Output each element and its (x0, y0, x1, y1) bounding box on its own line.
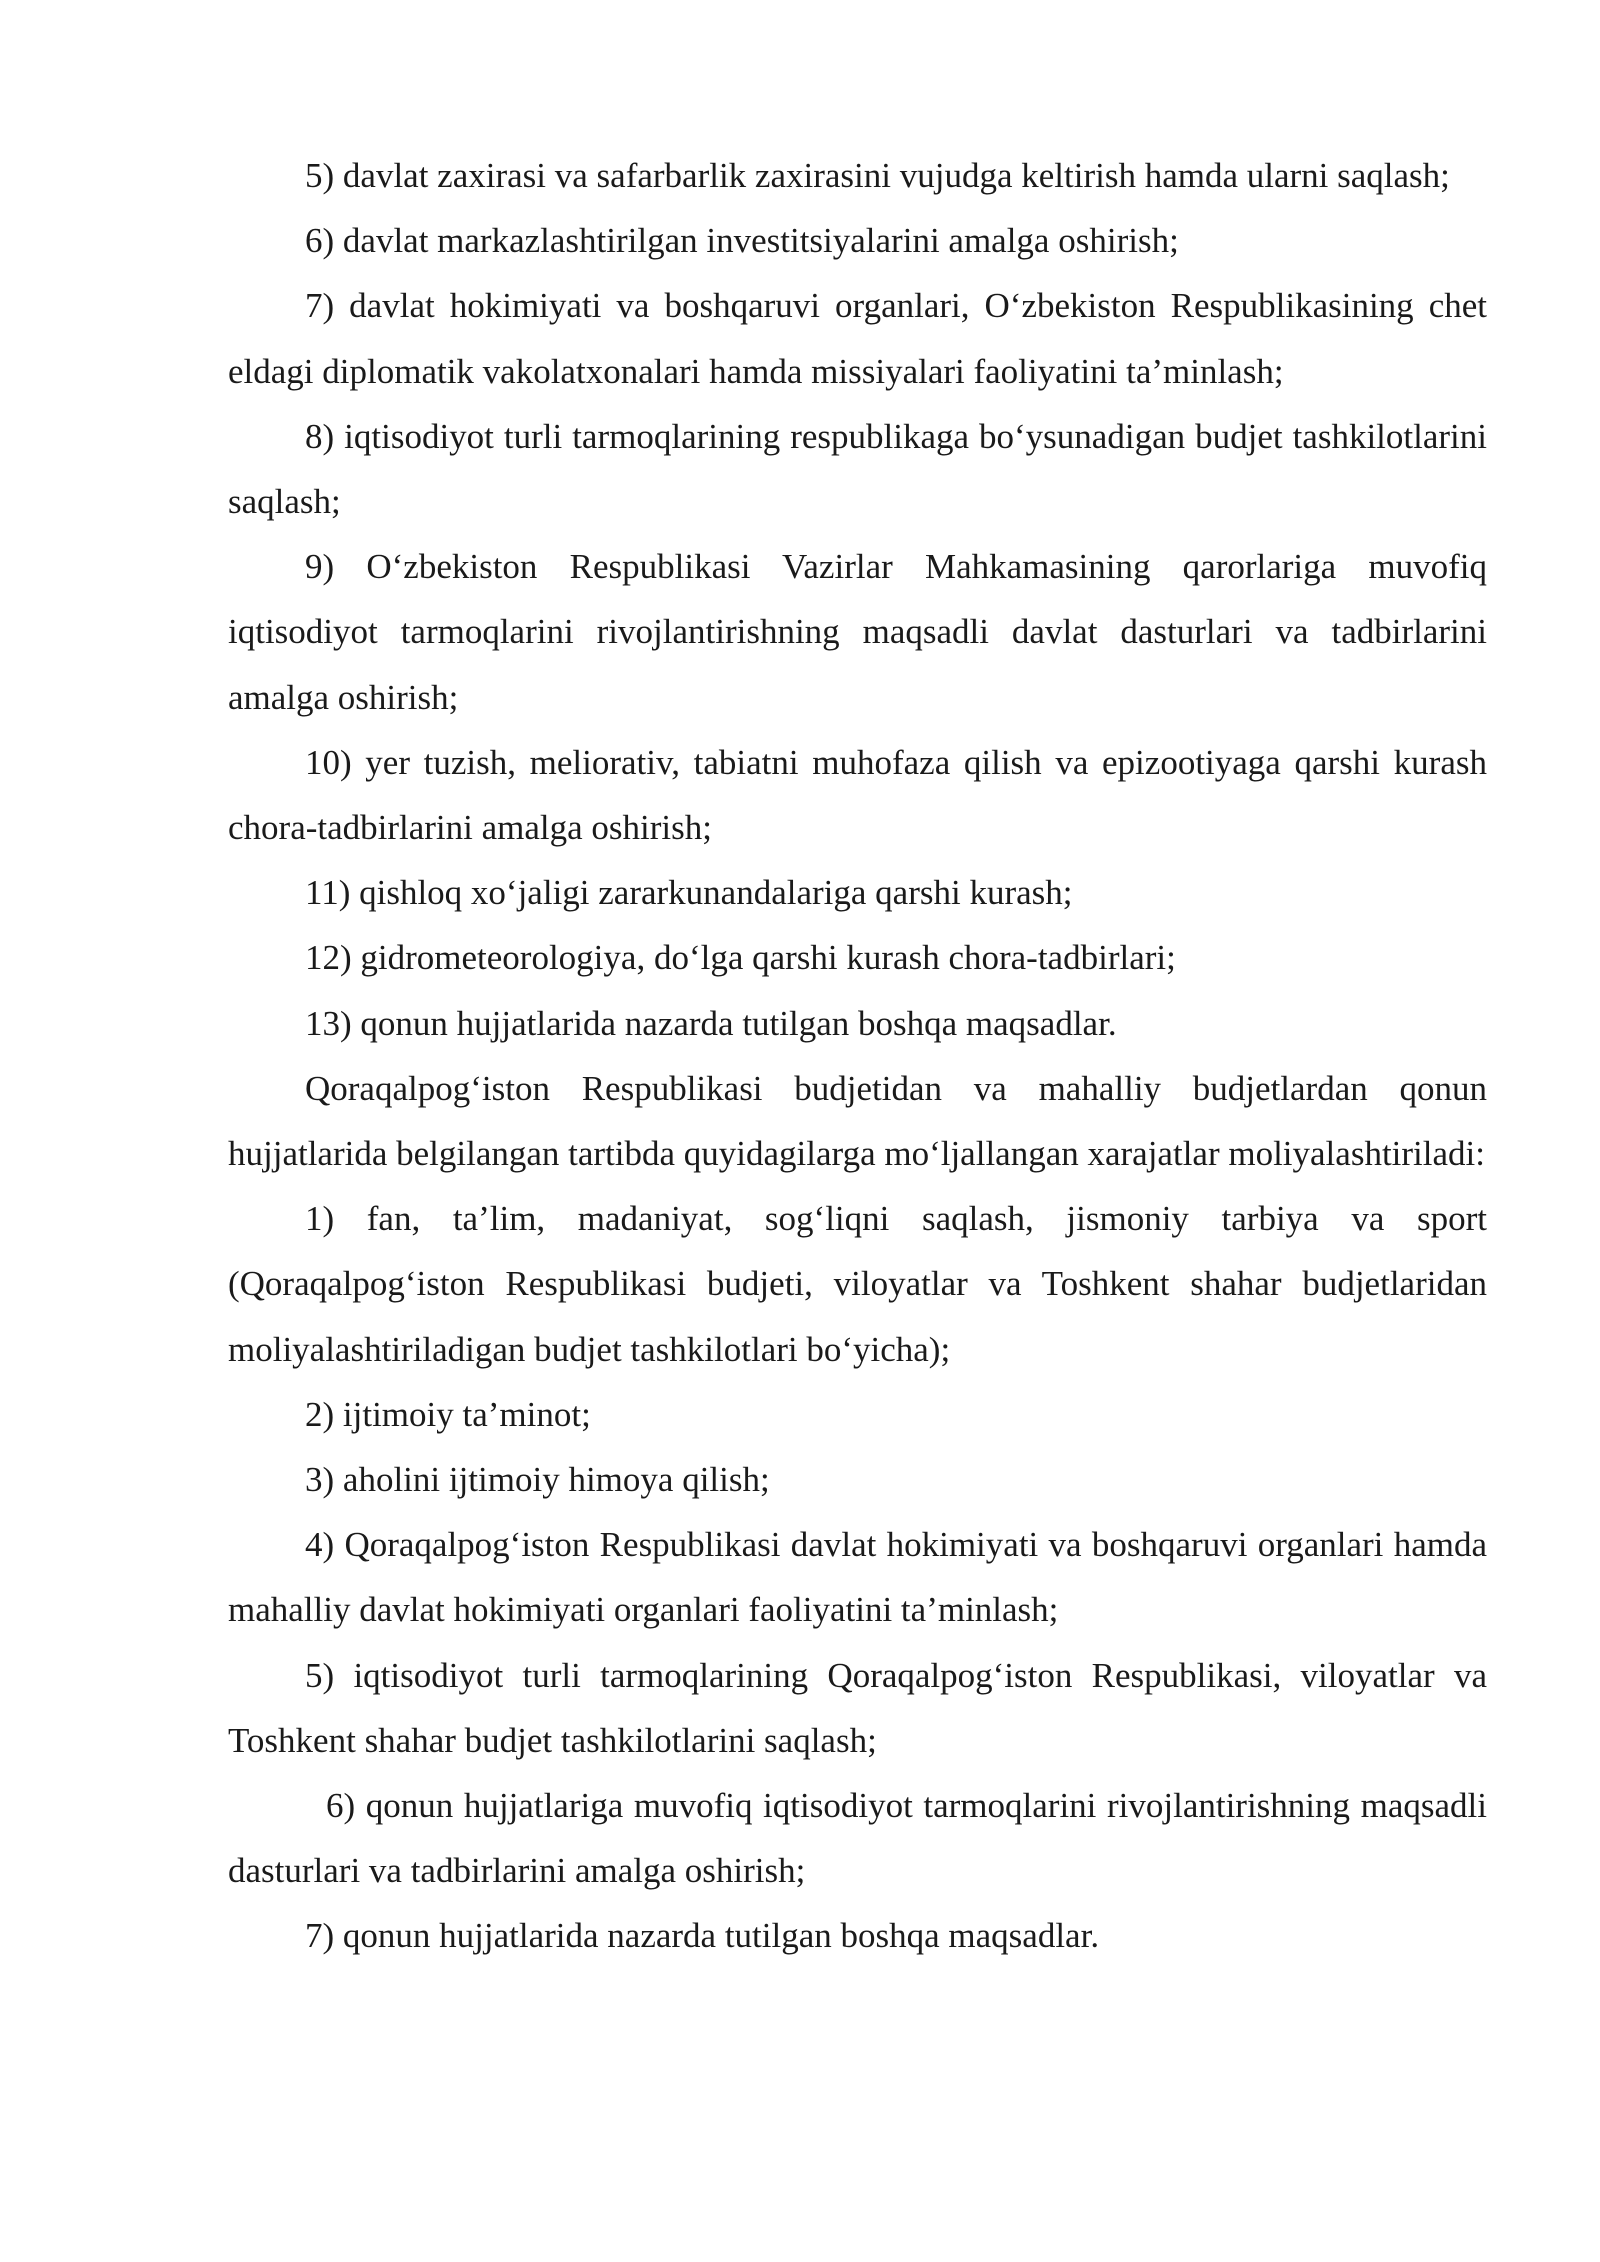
list-item-other-purposes: 13) qonun hujjatlarida nazarda tutilgan boshqa maqsadlar. (305, 1003, 1117, 1043)
list-item-government-bodies: 7) davlat hokimiyati va boshqaruvi organlari, O‘zbekiston Respublikasining chet eldagi diplomatik vakolatxonalari hamda missiyalari faoliyatini ta’minlash; (228, 286, 1487, 391)
list-item-hydrometeorology: 12) gidrometeorologiya, do‘lga qarshi kurash chora-tadbirlari; (305, 938, 1176, 978)
paragraph-local-budgets-intro: Qoraqalpog‘iston Respublikasi budjetidan va mahalliy budjetlardan qonun hujjatlarida belgilangan tartibda quyidagilarga mo‘ljallangan xarajatlar moliyalashtiriladi: (228, 1068, 1487, 1174)
document-page (228, 143, 1487, 1969)
list-item-budget-organizations: 8) iqtisodiyot turli tarmoqlarining respublikaga bo‘ysunadigan budjet tashkilotlarini saqlash; (228, 416, 1487, 522)
list-item-local-government-bodies: 4) Qoraqalpog‘iston Respublikasi davlat hokimiyati va boshqaruvi organlari hamda mahalliy davlat hokimiyati organlari faoliyatini ta’minlash; (228, 1525, 1487, 1630)
list-item-local-other-purposes: 7) qonun hujjatlarida nazarda tutilgan boshqa maqsadlar. (305, 1916, 1100, 1956)
list-item-local-programs: 6) qonun hujjatlariga muvofiq iqtisodiyot tarmoqlarini rivojlantirishning maqsadli dasturlari va tadbirlarini amalga oshirish; (228, 1786, 1487, 1891)
list-item-centralized-investments: 6) davlat markazlashtirilgan investitsiyalarini amalga oshirish; (305, 221, 1179, 261)
list-item-agricultural-pests: 11) qishloq xo‘jaligi zararkunandalariga qarshi kurash; (305, 873, 1073, 913)
list-item-social-protection: 3) aholini ijtimoiy himoya qilish; (305, 1460, 770, 1500)
list-item-science-education: 1) fan, ta’lim, madaniyat, sog‘liqni saqlash, jismoniy tarbiya va sport (Qoraqalpog‘iston Respublikasi budjeti, viloyatlar va Toshkent shahar budjetlaridan moliyalashtiriladigan budjet tashkilotlari bo‘yicha); (228, 1199, 1487, 1369)
list-item-state-reserves: 5) davlat zaxirasi va safarbarlik zaxirasini vujudga keltirish hamda ularni saqlash; (305, 156, 1450, 195)
list-item-local-budget-organizations: 5) iqtisodiyot turli tarmoqlarining Qoraqalpog‘iston Respublikasi, viloyatlar va Toshkent shahar budjet tashkilotlarini saqlash; (228, 1655, 1487, 1760)
list-item-state-programs: 9) O‘zbekiston Respublikasi Vazirlar Mahkamasining qarorlariga muvofiq iqtisodiyot tarmoqlarini rivojlantirishning maqsadli davlat dasturlari va tadbirlarini amalga oshirish; (228, 547, 1487, 717)
list-item-land-management: 10) yer tuzish, meliorativ, tabiatni muhofaza qilish va epizootiyaga qarshi kurash chora-tadbirlarini amalga oshirish; (228, 742, 1487, 848)
list-item-social-security: 2) ijtimoiy ta’minot; (305, 1394, 591, 1434)
